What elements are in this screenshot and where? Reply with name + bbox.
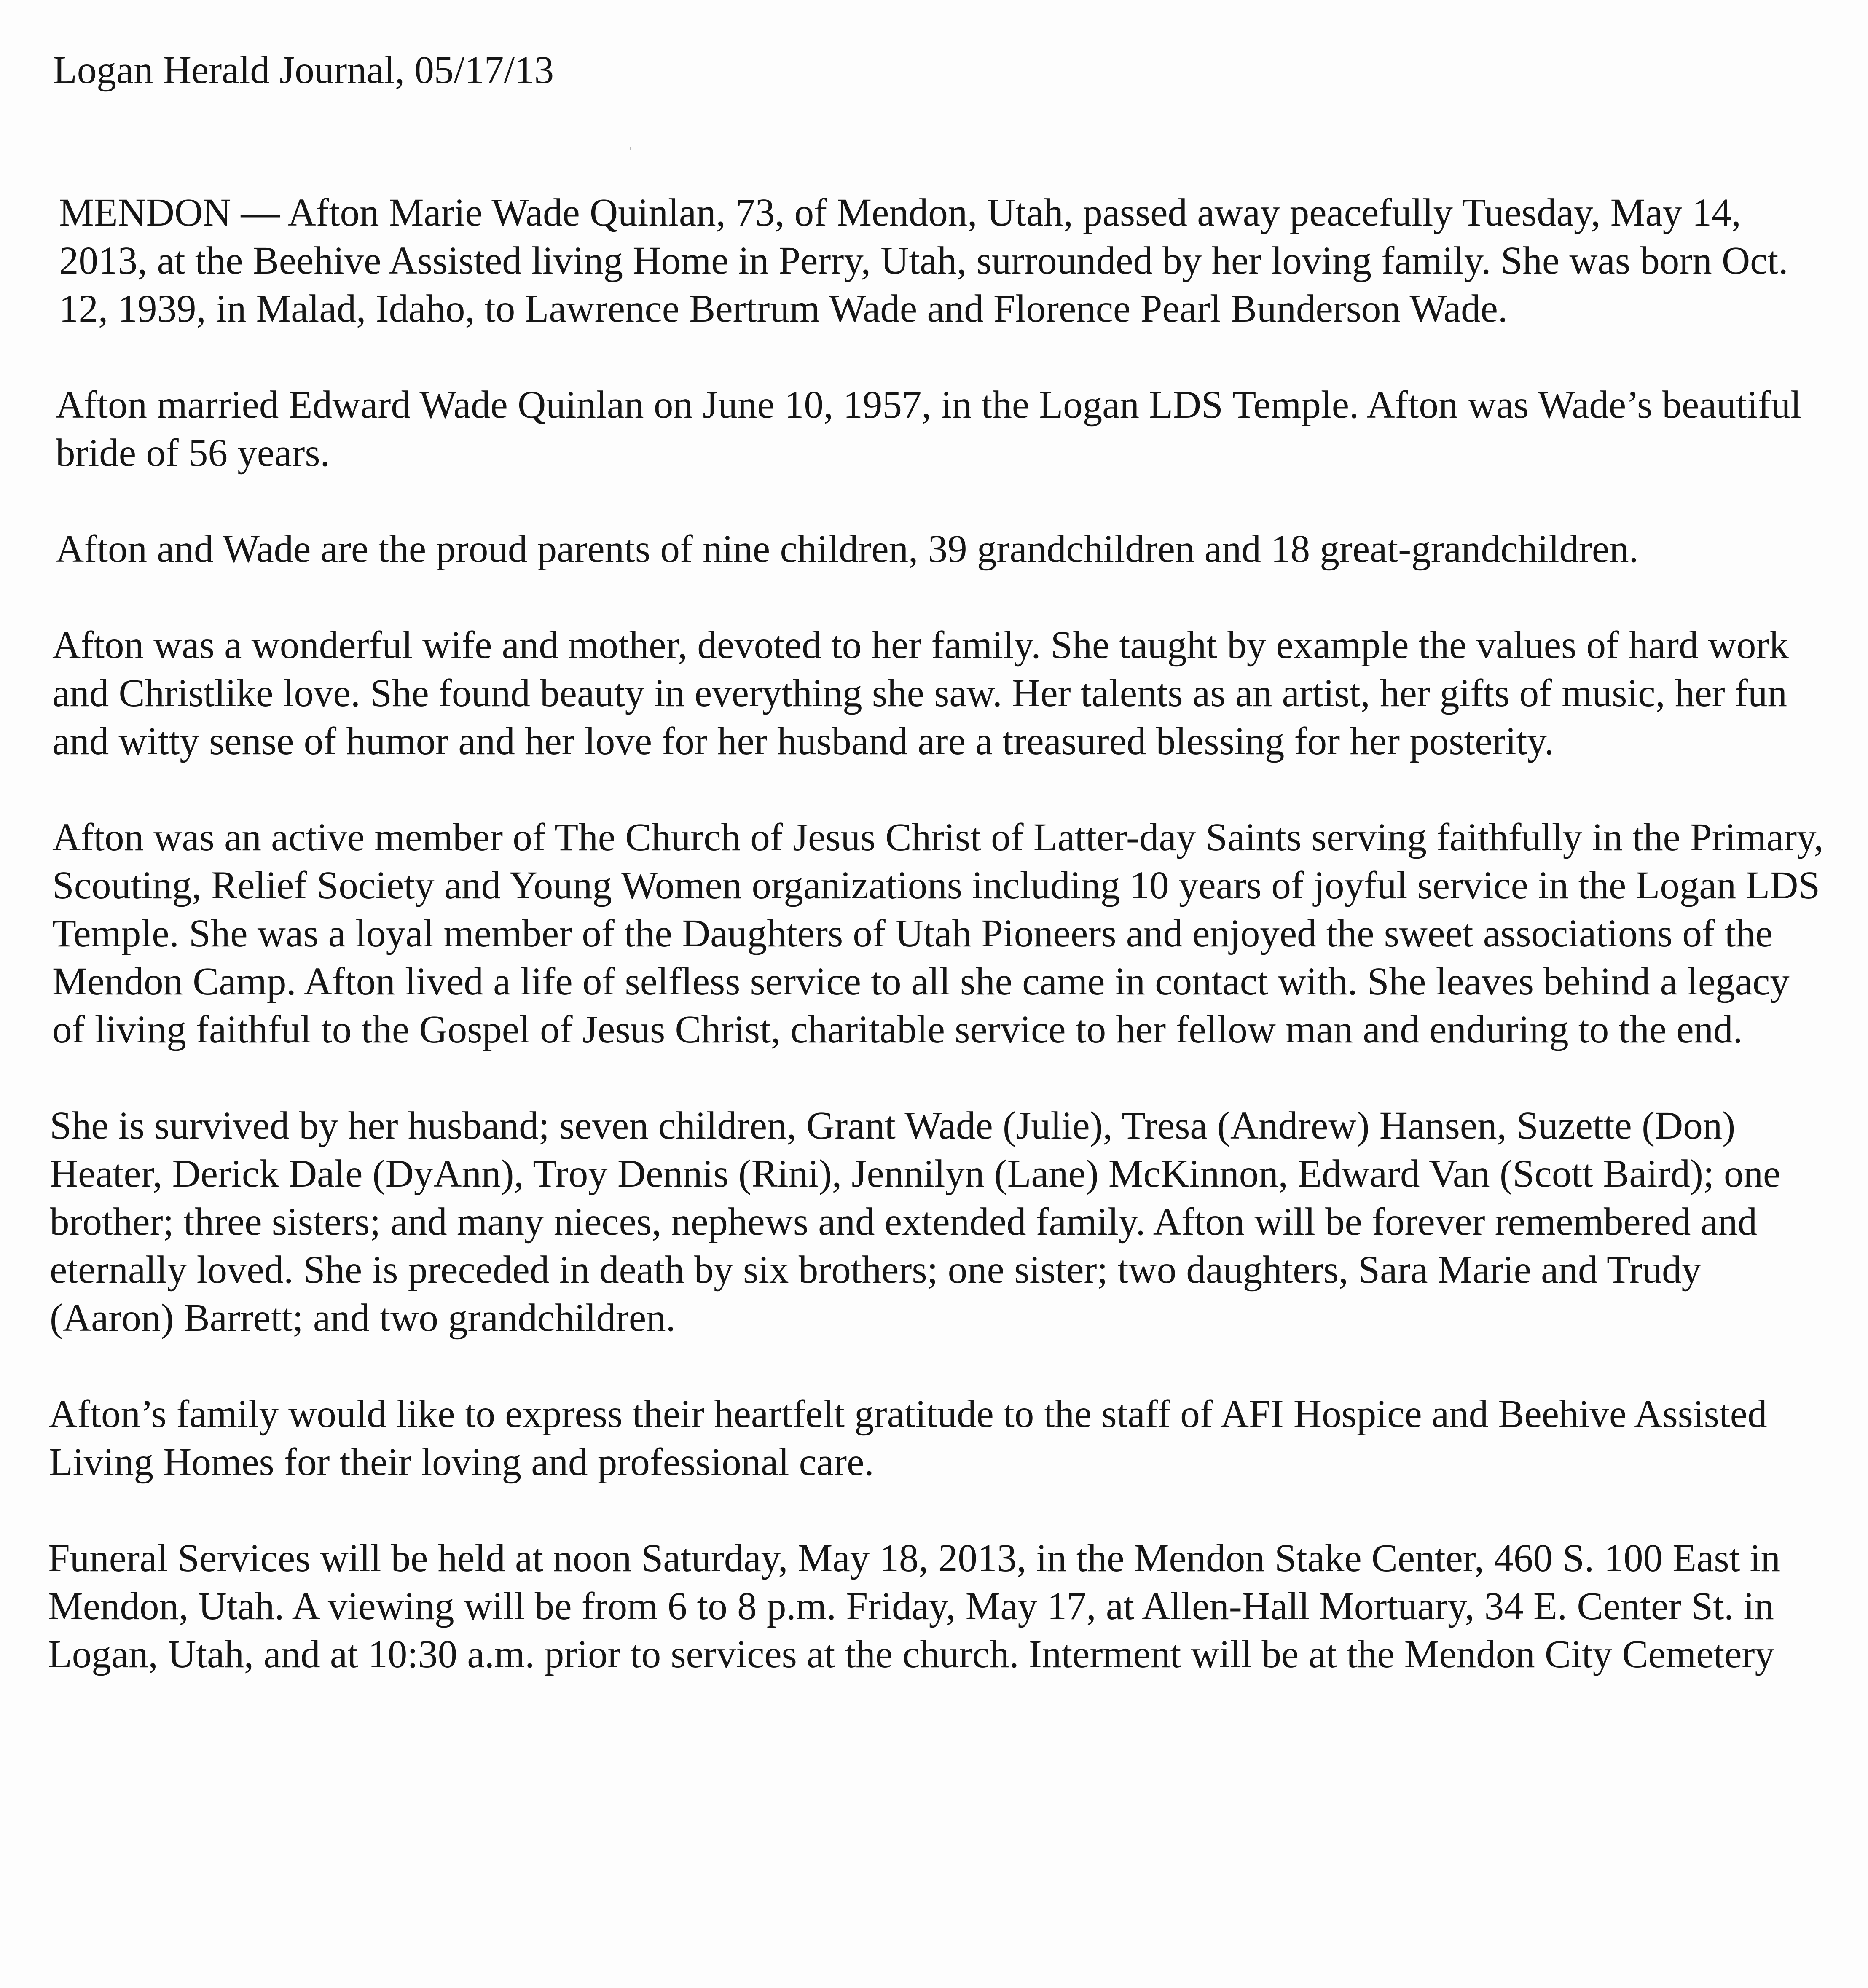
paragraph-marriage: Afton married Edward Wade Quinlan on June 10, 1957, in the Logan LDS Temple. Afton was Wade’s beautiful bride of 56 years.: [56, 383, 1801, 475]
paragraph-gratitude: Afton’s family would like to express their heartfelt gratitude to the staff of AFI Hospice and Beehive Assisted Living Homes for their loving and professional care.: [49, 1392, 1767, 1484]
paragraph-death-notice: MENDON — Afton Marie Wade Quinlan, 73, of Mendon, Utah, passed away peacefully Tuesday, May 14, 2013, at the Beehive Assisted living Home in Perry, Utah, surrounded by her loving family. She was born Oct. 12, 1939, in Malad, Idaho, to Lawrence Bertrum Wade and Florence Pearl Bunderson Wade.: [59, 191, 1788, 330]
paragraph-funeral-services: Funeral Services will be held at noon Saturday, May 18, 2013, in the Mendon Stake Center, 460 S. 100 East in Mendon, Utah. A viewing will be from 6 to 8 p.m. Friday, May 17, at Allen-Hall Mortuary, 34 E. Center St. in Logan, Utah, and at 10:30 a.m. prior to services at the church. Interment will be at the Mendon City Cemetery: [48, 1537, 1780, 1676]
paragraph-survivors: She is survived by her husband; seven children, Grant Wade (Julie), Tresa (Andrew) Hansen, Suzette (Don) Heater, Derick Dale (DyAnn), Troy Dennis (Rini), Jennilyn (Lane) McKinnon, Edward Van (Scott Baird); one brother; three sisters; and many nieces, nephews and extended family. Afton will be forever remembered and eternally loved. She is preceded in death by six brothers; one sister; two daughters, Sara Marie and Trudy (Aaron) Barrett; and two grandchildren.: [50, 1104, 1781, 1340]
newspaper-header: Logan Herald Journal, 05/17/13: [53, 48, 554, 92]
paragraph-church-service: Afton was an active member of The Church of Jesus Christ of Latter-day Saints serving faithfully in the Primary, Scouting, Relief Society and Young Women organizations including 10 years of joyful service in the Logan LDS Temple. She was a loyal member of the Daughters of Utah Pioneers and enjoyed the sweet associations of the Mendon Camp. Afton lived a life of selfless service to all she came in contact with. She leaves behind a legacy of living faithful to the Gospel of Jesus Christ, charitable service to her fellow man and enduring to the end.: [52, 816, 1824, 1051]
paragraph-family-size: Afton and Wade are the proud parents of nine children, 39 grandchildren and 18 great-grandchildren.: [56, 527, 1639, 571]
paragraph-character: Afton was a wonderful wife and mother, devoted to her family. She taught by example the values of hard work and Christlike love. She found beauty in everything she saw. Her talents as an artist, her gifts of music, her fun and witty sense of humor and her love for her husband are a treasured blessing for her posterity.: [52, 623, 1789, 763]
obituary-text: [48, 46, 1831, 1727]
